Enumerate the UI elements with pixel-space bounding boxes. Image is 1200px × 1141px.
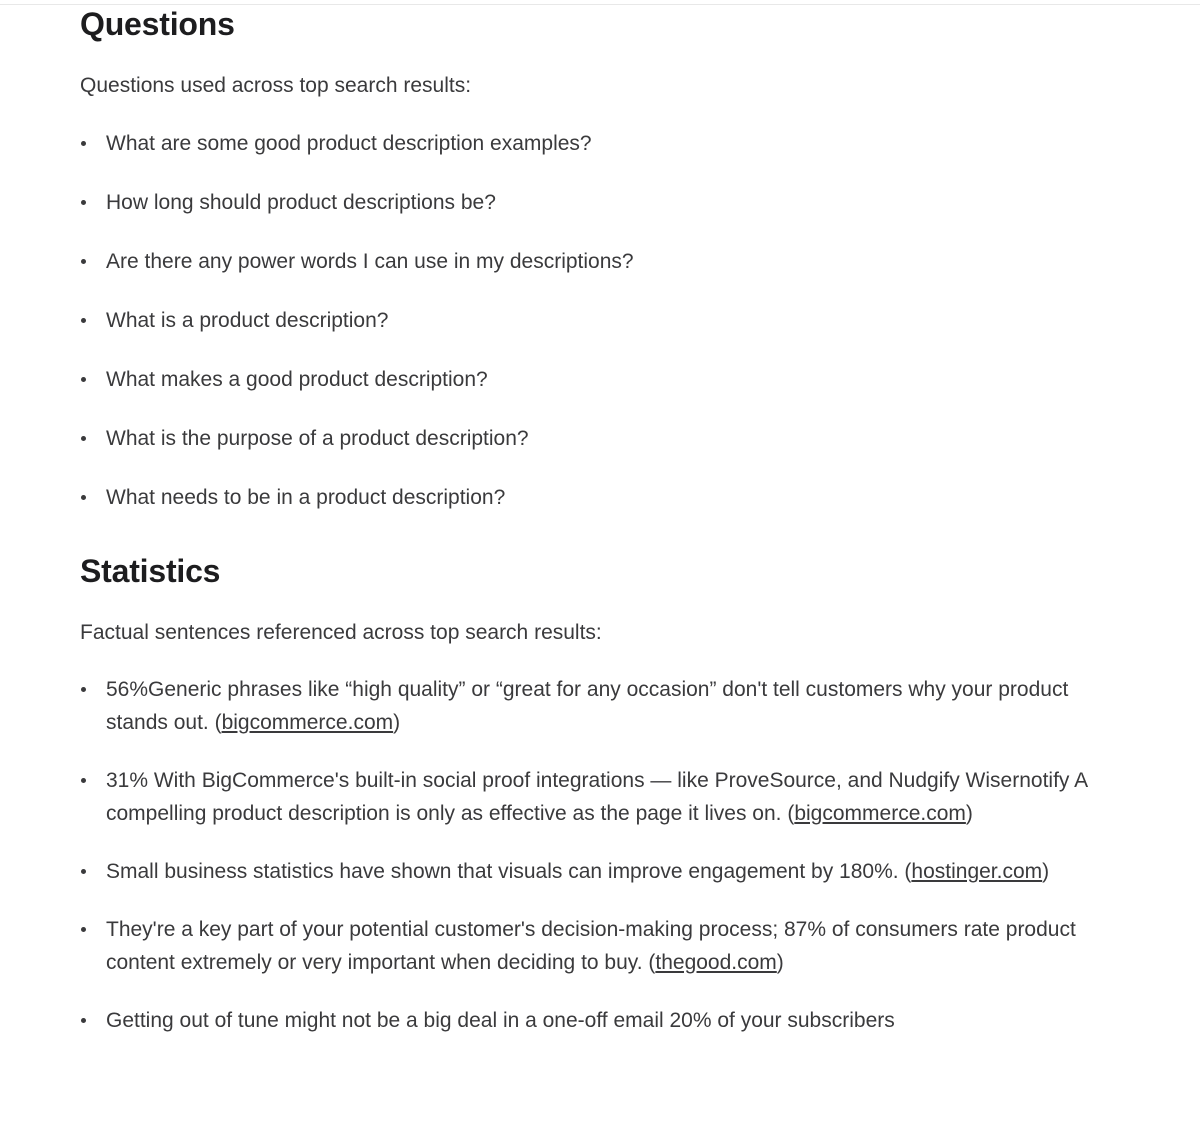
list-item [80, 363, 1120, 396]
list-item [80, 245, 1120, 278]
list-item [80, 127, 1120, 160]
question-text: What is the purpose of a product description? [106, 427, 529, 450]
statistics-heading: Statistics [80, 553, 221, 589]
question-text: Are there any power words I can use in my descriptions? [106, 250, 634, 273]
source-link[interactable]: hostinger.com [911, 860, 1043, 883]
list-item [80, 304, 1120, 337]
statistic-text: They're a key part of your potential customer's decision-making process; 87% of consumers rate product content extremely or very important when deciding to buy. ( [106, 918, 1076, 974]
questions-heading: Questions [80, 6, 235, 42]
statistic-text-tail: ) [393, 711, 401, 734]
questions-section [80, 0, 1120, 514]
statistics-intro: Factual sentences referenced across top search results: [80, 621, 602, 644]
statistic-text-tail: ) [1042, 860, 1050, 883]
statistic-text-tail: ) [776, 951, 784, 974]
questions-intro: Questions used across top search results: [80, 74, 472, 97]
list-item [80, 186, 1120, 219]
list-item [80, 673, 1120, 739]
list-item [80, 913, 1120, 979]
statistic-text: Small business statistics have shown that visuals can improve engagement by 180%. ( [106, 860, 912, 883]
statistic-text: Getting out of tune might not be a big deal in a one-off email 20% of your subscribers [106, 1009, 895, 1032]
question-text: What are some good product description examples? [106, 132, 592, 155]
list-item [80, 764, 1120, 830]
list-item [80, 1004, 1120, 1037]
statistics-list [80, 673, 1120, 1037]
question-text: How long should product descriptions be? [106, 191, 496, 214]
question-text: What is a product description? [106, 309, 389, 332]
source-link[interactable]: bigcommerce.com [794, 802, 966, 825]
list-item [80, 855, 1120, 888]
statistic-text: 56%Generic phrases like “high quality” or “great for any occasion” don't tell customers why your product stands out. ( [106, 678, 1069, 734]
question-text: What needs to be in a product description? [106, 486, 506, 509]
question-text: What makes a good product description? [106, 368, 488, 391]
top-divider [0, 4, 1200, 5]
list-item [80, 481, 1120, 514]
questions-list [80, 127, 1120, 514]
statistic-text-tail: ) [965, 802, 973, 825]
statistics-section [80, 514, 1120, 1037]
source-link[interactable]: thegood.com [655, 951, 777, 974]
source-link[interactable]: bigcommerce.com [221, 711, 394, 734]
statistic-text: 31% With BigCommerce's built-in social proof integrations — like ProveSource, and Nudgify Wisernotify A compelling product description is only as effective as the page it lives on. ( [106, 769, 1087, 825]
list-item [80, 422, 1120, 455]
